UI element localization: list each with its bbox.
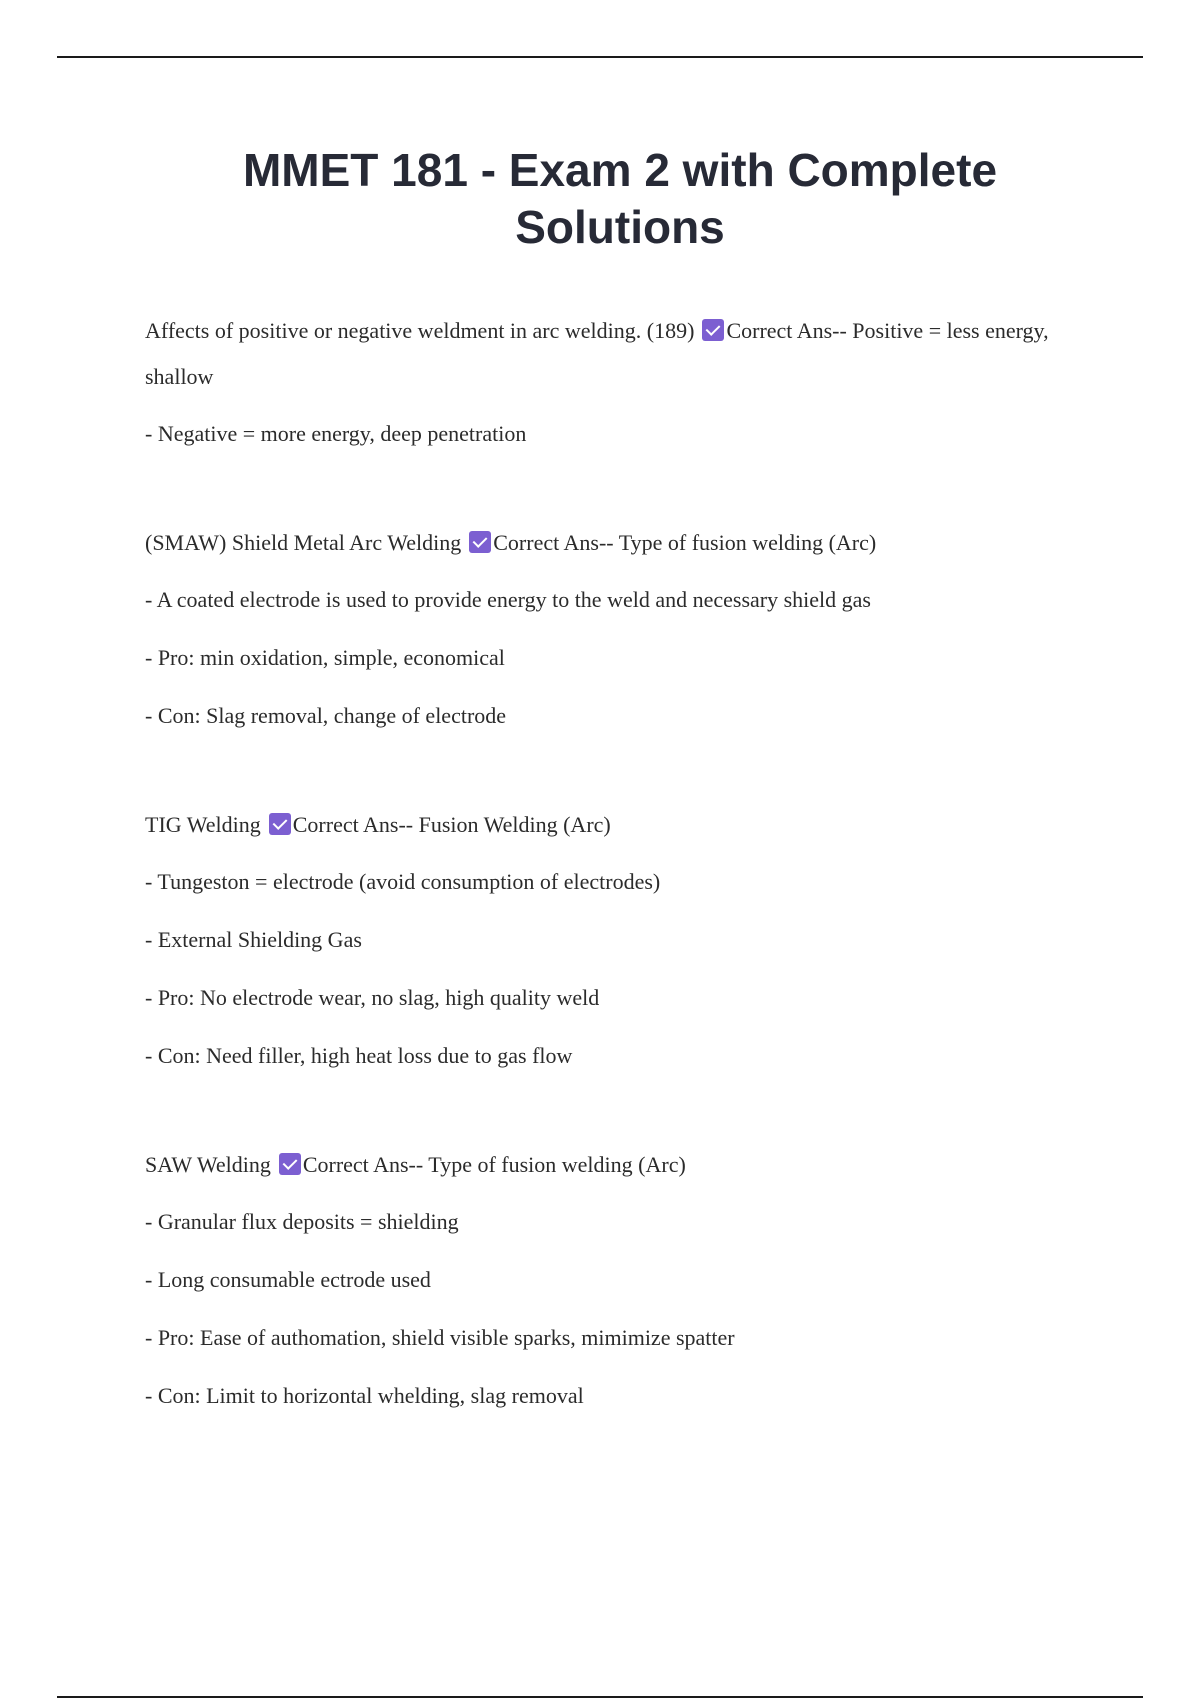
answer-detail: - Pro: No electrode wear, no slag, high quality weld	[145, 985, 600, 1010]
qa-entry	[145, 308, 1085, 458]
question-text: Affects of positive or negative weldment in arc welding. (189)	[145, 318, 695, 343]
answer-detail: - External Shielding Gas	[145, 927, 362, 952]
answer-detail: - Pro: min oxidation, simple, economical	[145, 645, 505, 670]
question-text: TIG Welding	[145, 812, 261, 837]
check-box-icon	[469, 531, 491, 553]
qa-question-line	[145, 520, 1085, 566]
qa-question-line	[145, 308, 1085, 400]
question-text: SAW Welding	[145, 1152, 271, 1177]
answer-detail: - Negative = more energy, deep penetration	[145, 421, 527, 446]
qa-question-line	[145, 1142, 1085, 1188]
answer-text: Correct Ans-- Positive = less energy, shallow	[145, 318, 1049, 389]
answer-detail: - Pro: Ease of authomation, shield visible sparks, mimimize spatter	[145, 1325, 735, 1350]
check-box-icon	[269, 813, 291, 835]
qa-question-line	[145, 802, 1085, 848]
answer-detail: - Granular flux deposits = shielding	[145, 1209, 459, 1234]
answer-detail: - Tungeston = electrode (avoid consumption of electrodes)	[145, 869, 661, 894]
answer-detail: - A coated electrode is used to provide energy to the weld and necessary shield gas	[145, 587, 871, 612]
answer-text: Correct Ans-- Type of fusion welding (Arc)	[302, 1152, 686, 1177]
answer-detail: - Con: Need filler, high heat loss due to gas flow	[145, 1043, 573, 1068]
answer-detail: - Con: Limit to horizontal whelding, slag removal	[145, 1383, 584, 1408]
answer-detail: - Con: Slag removal, change of electrode	[145, 703, 507, 728]
answer-detail: - Long consumable ectrode used	[145, 1267, 431, 1292]
page-title: MMET 181 - Exam 2 with Complete Solutions	[242, 144, 998, 253]
qa-entry	[145, 802, 1085, 1080]
question-text: (SMAW) Shield Metal Arc Welding	[145, 530, 462, 555]
bottom-rule	[57, 1696, 1143, 1698]
qa-entry	[145, 1142, 1085, 1420]
qa-entry	[145, 520, 1085, 740]
check-box-icon	[279, 1153, 301, 1175]
answer-text: Correct Ans-- Fusion Welding (Arc)	[292, 812, 611, 837]
answer-text: Correct Ans-- Type of fusion welding (Arc)	[493, 530, 877, 555]
qa-list	[145, 308, 1085, 1420]
check-box-icon	[702, 319, 724, 341]
top-rule	[57, 56, 1143, 58]
